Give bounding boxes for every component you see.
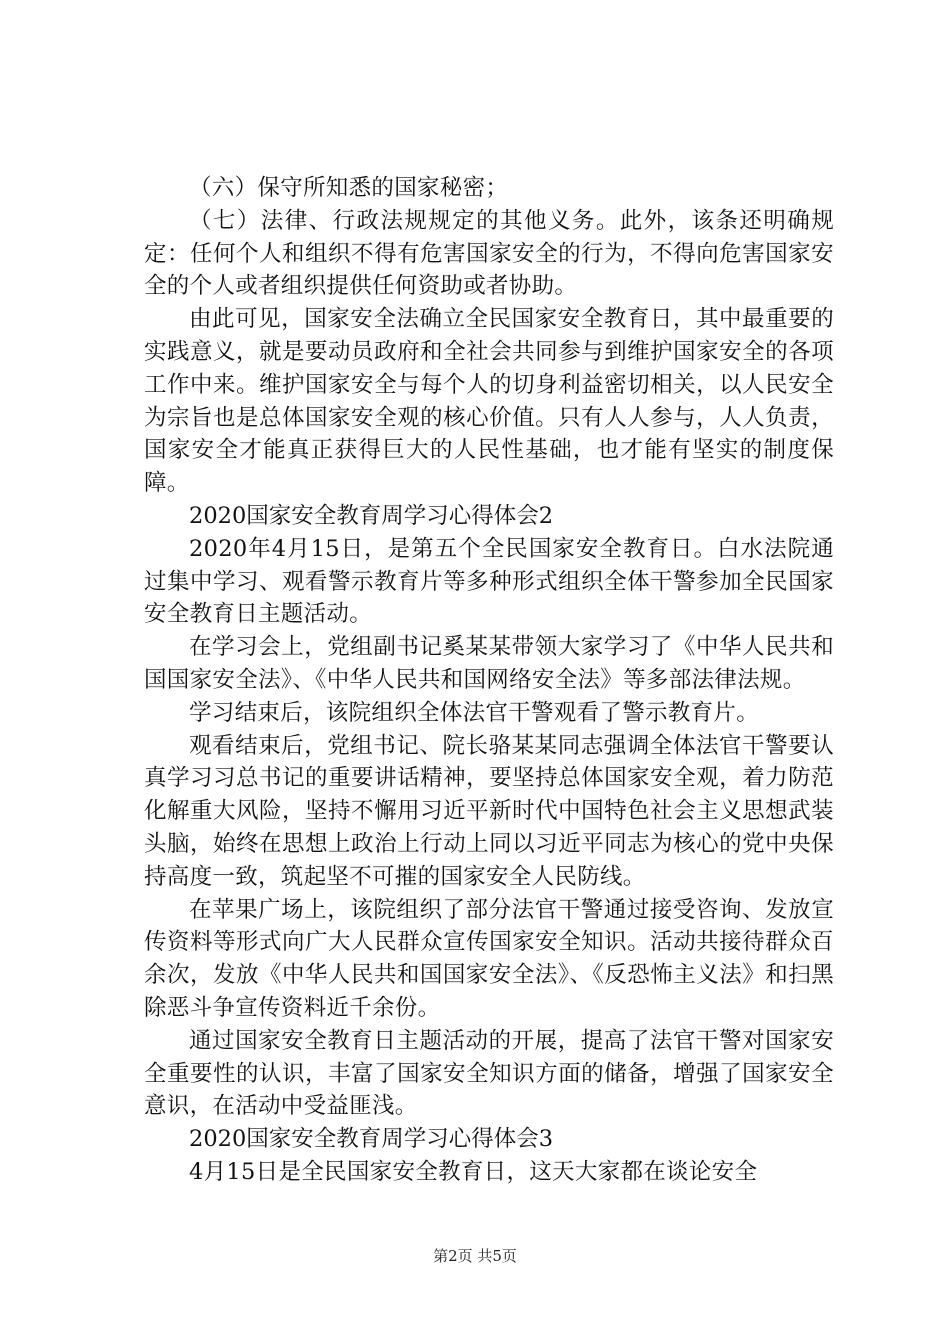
document-body xyxy=(144,172,834,1189)
paragraph-apple-square: 在苹果广场上，该院组织了部分法官干警通过接受咨询、发放宣传资料等形式向广大人民群众宣传国家安全知识。活动共接待群众百余次，发放《中华人民共和国国家安全法》、《反恐怖主义法》和扫黑除恶斗争宣传资料近千余份。 xyxy=(144,896,834,1021)
paragraph-summary-2: 通过国家安全教育日主题活动的开展，提高了法官干警对国家安全重要性的认识，丰富了国家安全知识方面的储备，增强了国家安全意识，在活动中受益匪浅。 xyxy=(144,1027,834,1120)
paragraph-study-meeting: 在学习会上，党组副书记奚某某带领大家学习了《中华人民共和国国家安全法》、《中华人民共和国网络安全法》等多部法律法规。 xyxy=(144,634,834,693)
paragraph-after-study: 学习结束后，该院组织全体法官干警观看了警示教育片。 xyxy=(189,699,760,726)
section-heading-2: 2020国家安全教育周学习心得体会2 xyxy=(189,502,554,529)
page-footer: 第2页 共5页 xyxy=(433,1247,517,1265)
paragraph-intro-2: 2020年4月15日，是第五个全民国家安全教育日。白水法院通过集中学习、观看警示教育片等多种形式组织全体干警参加全民国家安全教育日主题活动。 xyxy=(144,535,834,628)
paragraph-after-viewing: 观看结束后，党组书记、院长骆某某同志强调全体法官干警要认真学习习总书记的重要讲话精神，要坚持总体国家安全观，着力防范化解重大风险，坚持不懈用习近平新时代中国特色社会主义思想武装头脑，始终在思想上政治上行动上同以习近平同志为核心的党中央保持高度一致，筑起坚不可摧的国家安全人民防线。 xyxy=(144,732,834,890)
paragraph-intro-3: 4月15日是全民国家安全教育日，这天大家都在谈论安全 xyxy=(189,1158,758,1185)
paragraph-conclusion: 由此可见，国家安全法确立全民国家安全教育日，其中最重要的实践意义，就是要动员政府和全社会共同参与到维护国家安全的各项工作中来。维护国家安全与每个人的切身利益密切相关，以人民安全为宗旨也是总体国家安全观的核心价值。只有人人参与，人人负责，国家安全才能真正获得巨大的人民性基础，也才能有坚实的制度保障。 xyxy=(144,306,834,497)
paragraph-item-7: （七）法律、行政法规规定的其他义务。此外，该条还明确规定：任何个人和组织不得有危害国家安全的行为，不得向危害国家安全的个人或者组织提供任何资助或者协助。 xyxy=(144,207,834,300)
paragraph-item-6: （六）保守所知悉的国家秘密； xyxy=(189,175,509,201)
section-heading-3: 2020国家安全教育周学习心得体会3 xyxy=(189,1126,554,1153)
